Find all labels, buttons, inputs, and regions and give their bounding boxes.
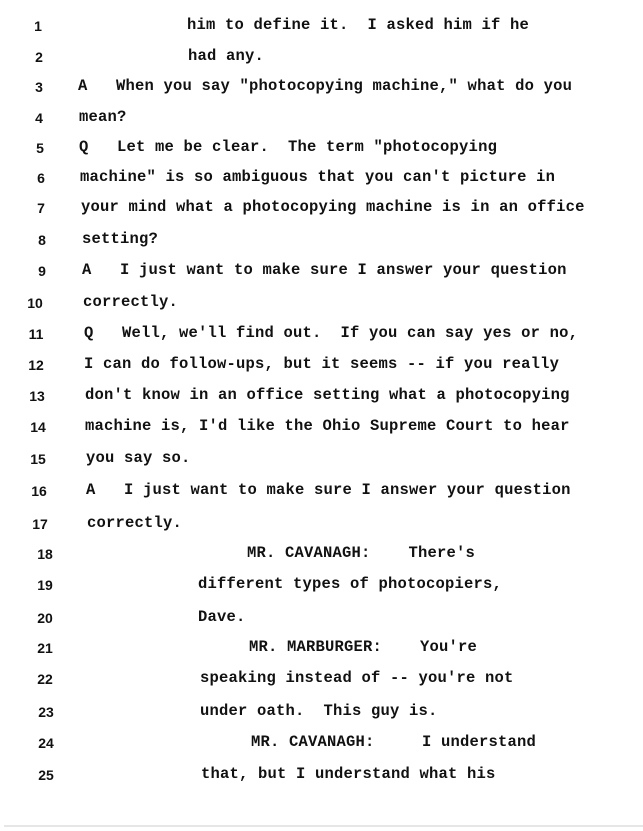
transcript-line bbox=[0, 415, 643, 439]
line-number: 18 bbox=[37, 546, 53, 562]
line-number: 22 bbox=[37, 671, 53, 687]
transcript-line bbox=[0, 512, 643, 536]
line-number: 14 bbox=[30, 419, 46, 435]
transcript-line bbox=[0, 353, 643, 377]
line-number: 15 bbox=[30, 451, 46, 467]
transcript-line bbox=[0, 166, 643, 190]
line-text: correctly. bbox=[87, 514, 183, 532]
line-number: 2 bbox=[35, 49, 43, 65]
transcript-line bbox=[0, 228, 643, 252]
line-text: speaking instead of -- you're not bbox=[200, 669, 514, 687]
transcript-line bbox=[0, 322, 643, 346]
line-text: correctly. bbox=[83, 293, 179, 311]
line-text: machine" is so ambiguous that you can't picture in bbox=[80, 168, 556, 186]
transcript-line bbox=[0, 291, 643, 315]
line-text: different types of photocopiers, bbox=[198, 575, 503, 593]
line-number: 24 bbox=[38, 735, 54, 751]
line-number: 16 bbox=[31, 483, 47, 499]
transcript-line bbox=[0, 136, 643, 160]
transcript-line bbox=[0, 75, 643, 99]
line-text: setting? bbox=[82, 230, 159, 248]
transcript-line bbox=[0, 14, 643, 38]
line-number: 17 bbox=[32, 516, 48, 532]
line-number: 6 bbox=[37, 170, 45, 186]
line-text: don't know in an office setting what a photocopying bbox=[85, 386, 570, 404]
line-text: A I just want to make sure I answer your question bbox=[82, 261, 567, 279]
line-number: 12 bbox=[28, 357, 44, 373]
line-number: 3 bbox=[35, 79, 43, 95]
transcript-line bbox=[0, 606, 643, 630]
line-number: 10 bbox=[27, 295, 43, 311]
line-text: machine is, I'd like the Ohio Supreme Court to hear bbox=[85, 417, 570, 435]
line-text: him to define it. I asked him if he bbox=[187, 16, 530, 34]
line-text: MR. MARBURGER: You're bbox=[249, 638, 478, 656]
transcript-line bbox=[0, 731, 643, 755]
page-bottom-divider bbox=[4, 825, 643, 827]
line-number: 20 bbox=[37, 610, 53, 626]
transcript-line bbox=[0, 45, 643, 69]
line-number: 7 bbox=[37, 200, 45, 216]
line-number: 19 bbox=[37, 577, 53, 593]
transcript-line bbox=[0, 573, 643, 597]
transcript-line bbox=[0, 542, 643, 566]
line-number: 9 bbox=[38, 263, 46, 279]
transcript-line bbox=[0, 636, 643, 660]
transcript-line bbox=[0, 259, 643, 283]
line-number: 4 bbox=[35, 110, 43, 126]
line-number: 23 bbox=[38, 704, 54, 720]
transcript-line bbox=[0, 196, 643, 220]
line-text: A I just want to make sure I answer your question bbox=[86, 481, 571, 499]
line-text: that, but I understand what his bbox=[201, 765, 496, 783]
line-text: had any. bbox=[188, 47, 265, 65]
transcript-line bbox=[0, 479, 643, 503]
transcript-line bbox=[0, 384, 643, 408]
line-number: 5 bbox=[36, 140, 44, 156]
line-text: MR. CAVANAGH: I understand bbox=[251, 733, 537, 751]
transcript-line bbox=[0, 447, 643, 471]
line-text: A When you say "photocopying machine," what do you bbox=[78, 77, 573, 95]
line-text: Q Let me be clear. The term "photocopying bbox=[79, 138, 498, 156]
line-number: 11 bbox=[28, 326, 44, 342]
transcript-line bbox=[0, 700, 643, 724]
line-text: your mind what a photocopying machine is in an office bbox=[81, 198, 585, 216]
line-text: mean? bbox=[79, 108, 127, 126]
line-number: 1 bbox=[34, 18, 42, 34]
line-number: 25 bbox=[38, 767, 54, 783]
line-text: MR. CAVANAGH: There's bbox=[247, 544, 476, 562]
transcript-line bbox=[0, 763, 643, 787]
transcript-line bbox=[0, 106, 643, 130]
line-text: Dave. bbox=[198, 608, 246, 626]
line-text: Q Well, we'll find out. If you can say yes or no, bbox=[84, 324, 579, 342]
line-number: 8 bbox=[38, 232, 46, 248]
line-text: under oath. This guy is. bbox=[200, 702, 438, 720]
line-text: I can do follow-ups, but it seems -- if you really bbox=[84, 355, 560, 373]
line-text: you say so. bbox=[86, 449, 191, 467]
line-number: 13 bbox=[29, 388, 45, 404]
transcript-line bbox=[0, 667, 643, 691]
line-number: 21 bbox=[37, 640, 53, 656]
